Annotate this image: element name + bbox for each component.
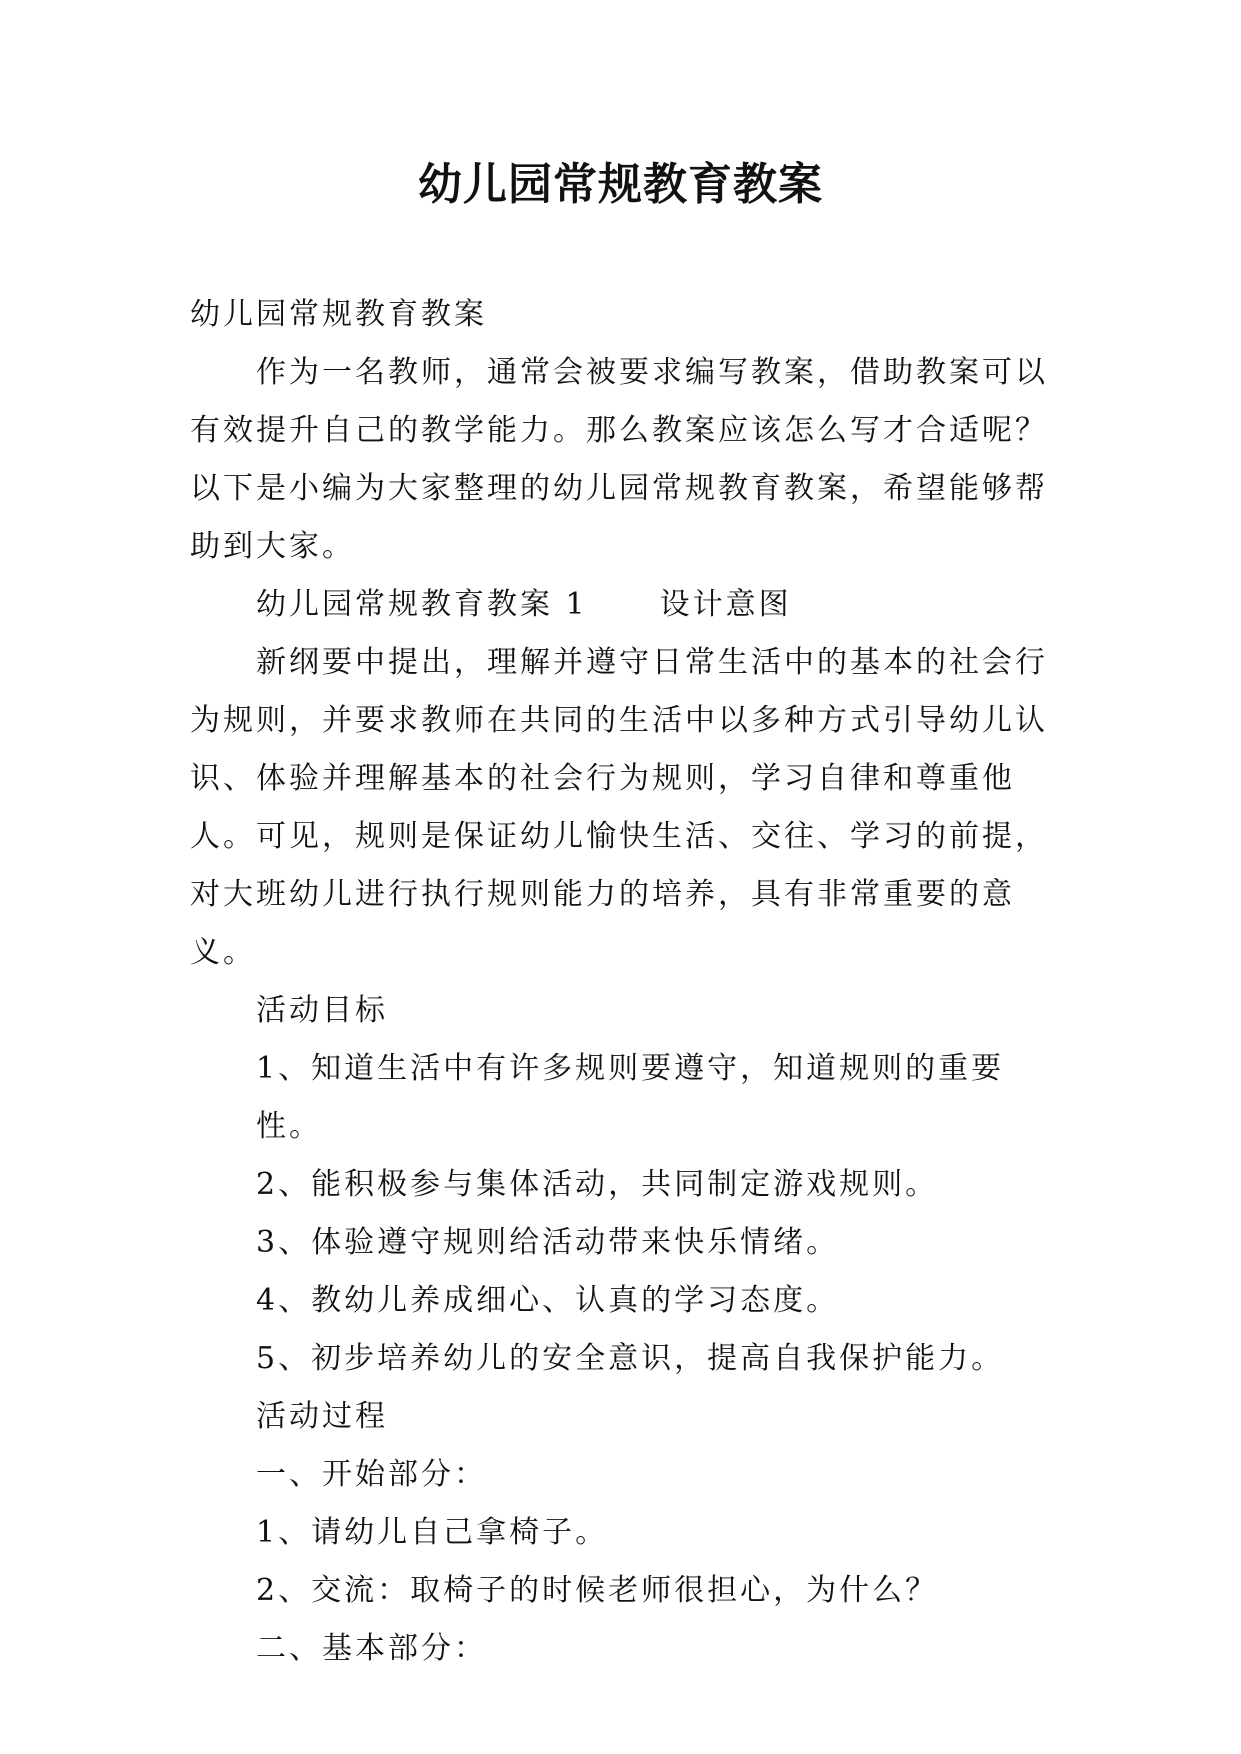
goal-item: 3、体验遵守规则给活动带来快乐情绪。 xyxy=(256,1225,840,1260)
part2-heading: 二、基本部分： xyxy=(256,1631,487,1666)
section-label: 设计意图 xyxy=(659,587,792,622)
goal-item: 2、能积极参与集体活动，共同制定游戏规则。 xyxy=(256,1167,939,1202)
document-subtitle: 幼儿园常规教育教案 xyxy=(190,297,487,332)
goal-item: 5、初步培养幼儿的安全意识，提高自我保护能力。 xyxy=(256,1341,1005,1376)
design-intent-paragraph: 新纲要中提出，理解并遵守日常生活中的基本的社会行为规则，并要求教师在共同的生活中以多种方式引导幼儿认识、体验并理解基本的社会行为规则，学习自律和尊重他人。可见，规则是保证幼儿愉快生活、交往、学习的前提，对大班幼儿进行执行规则能力的培养，具有非常重要的意义。 xyxy=(190,645,1048,970)
section-heading: 幼儿园常规教育教案 1 xyxy=(256,587,588,622)
part1-heading: 一、开始部分： xyxy=(256,1457,487,1492)
part1-step: 2、交流：取椅子的时候老师很担心，为什么？ xyxy=(256,1573,939,1608)
part1-step: 1、请幼儿自己拿椅子。 xyxy=(256,1515,609,1550)
goal-item: 4、教幼儿养成细心、认真的学习态度。 xyxy=(256,1283,840,1318)
intro-paragraph: 作为一名教师，通常会被要求编写教案，借助教案可以有效提升自己的教学能力。那么教案应该怎么写才合适呢？以下是小编为大家整理的幼儿园常规教育教案，希望能够帮助到大家。 xyxy=(190,355,1048,564)
document-title: 幼儿园常规教育教案 xyxy=(418,159,823,210)
process-heading: 活动过程 xyxy=(256,1399,388,1434)
goals-heading: 活动目标 xyxy=(256,993,388,1028)
section-heading-line xyxy=(190,576,1070,634)
goal-item: 1、知道生活中有许多规则要遵守，知道规则的重要性。 xyxy=(256,1051,1005,1144)
document-body xyxy=(190,286,1070,1678)
